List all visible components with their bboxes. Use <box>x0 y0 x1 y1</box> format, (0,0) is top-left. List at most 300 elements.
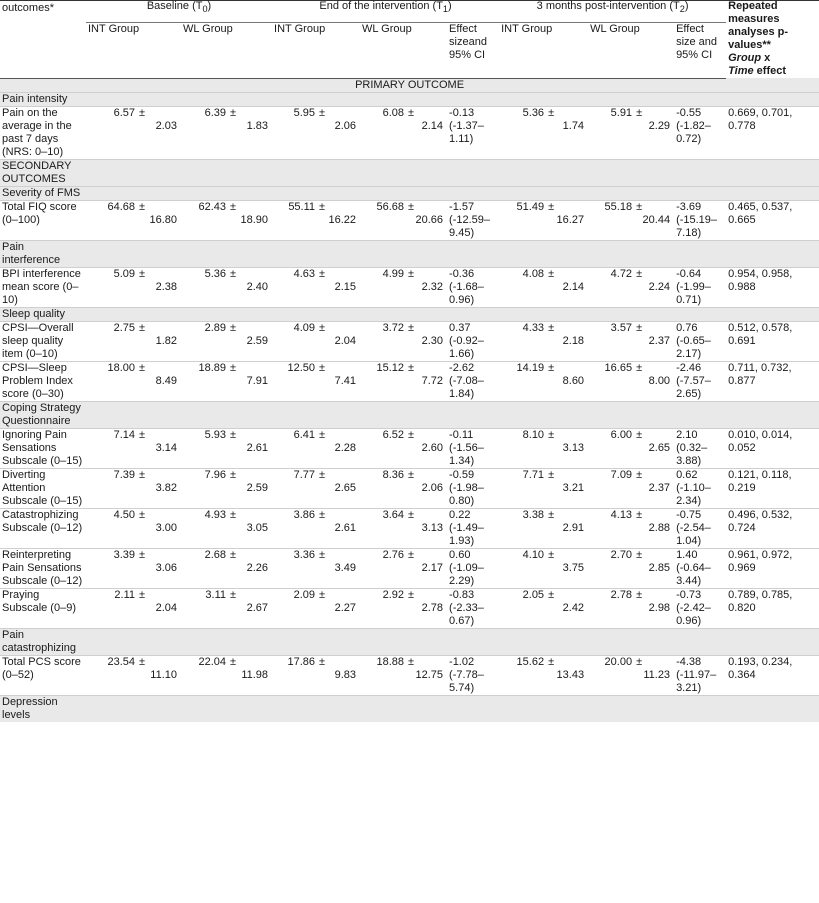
baseline-wl-sd <box>228 548 272 588</box>
sd-value: 3.00 <box>155 521 177 534</box>
sd-value: 2.59 <box>246 334 269 347</box>
post-effect-size: -0.75 (-2.54–1.04) <box>674 508 726 548</box>
section-label <box>0 78 819 92</box>
plus-minus-sign: ± <box>230 588 237 601</box>
header-end-of-intervention: End of the intervention $(T_1)$ <box>272 0 499 23</box>
sd-value: 8.60 <box>562 374 585 387</box>
baseline-int-mean: 2.11 <box>86 588 137 628</box>
plus-minus-sign: ± <box>230 655 237 668</box>
sd-value: 11.10 <box>150 668 177 681</box>
plus-minus-sign: ± <box>319 200 326 213</box>
plus-minus-sign: ± <box>548 200 555 213</box>
plus-minus-sign: ± <box>230 548 237 561</box>
sd-value: 2.88 <box>648 521 671 534</box>
post-wl-sd <box>634 508 674 548</box>
post-int-sd <box>546 361 588 401</box>
table-header <box>0 0 819 78</box>
p-values: 0.010, 0.014, 0.052 <box>726 428 819 468</box>
end-int-mean: 17.86 <box>272 655 317 695</box>
end-effect-size: -0.59 (-1.98–0.80) <box>447 468 499 508</box>
plus-minus-sign: ± <box>139 106 146 119</box>
plus-minus-sign: ± <box>139 321 146 334</box>
baseline-int-mean: 4.50 <box>86 508 137 548</box>
table-row <box>0 508 819 548</box>
baseline-wl-mean: 62.43 <box>181 200 228 240</box>
subsection-row <box>0 159 819 186</box>
post-wl-sd <box>634 655 674 695</box>
plus-minus-sign: ± <box>548 267 555 280</box>
post-wl-mean: 3.57 <box>588 321 634 361</box>
end-wl-mean: 6.08 <box>360 106 406 159</box>
header-end-int: INT Group <box>272 23 360 78</box>
p-values: 0.465, 0.537, 0.665 <box>726 200 819 240</box>
plus-minus-sign: ± <box>636 267 643 280</box>
section-label <box>0 307 819 321</box>
sd-value: 3.05 <box>246 521 269 534</box>
baseline-wl-mean: 2.68 <box>181 548 228 588</box>
post-int-mean: 4.08 <box>499 267 546 307</box>
end-wl-sd <box>406 361 447 401</box>
end-int-sd <box>317 200 360 240</box>
header-end-effect-size: Effect sizeand 95% CI <box>447 23 499 78</box>
baseline-int-mean: 7.14 <box>86 428 137 468</box>
plus-minus-sign: ± <box>139 655 146 668</box>
post-effect-size: -2.46 (-7.57–2.65) <box>674 361 726 401</box>
baseline-int-sd <box>137 655 181 695</box>
post-effect-size: -4.38 (-11.97–3.21) <box>674 655 726 695</box>
plus-minus-sign: ± <box>230 267 237 280</box>
sd-value: 1.74 <box>562 119 585 132</box>
plus-minus-sign: ± <box>139 200 146 213</box>
post-wl-mean: 55.18 <box>588 200 634 240</box>
post-effect-size: 0.62 (-1.10–2.34) <box>674 468 726 508</box>
plus-minus-sign: ± <box>319 655 326 668</box>
end-int-sd <box>317 468 360 508</box>
end-int-sd <box>317 106 360 159</box>
sd-value: 8.49 <box>155 374 177 387</box>
sd-value: 2.42 <box>562 601 585 614</box>
table-row <box>0 361 819 401</box>
baseline-int-mean: 3.39 <box>86 548 137 588</box>
post-int-sd <box>546 655 588 695</box>
sd-value: 2.65 <box>334 481 357 494</box>
end-wl-mean: 4.99 <box>360 267 406 307</box>
section-row <box>0 78 819 92</box>
post-wl-sd <box>634 321 674 361</box>
end-int-sd <box>317 508 360 548</box>
baseline-wl-mean: 3.11 <box>181 588 228 628</box>
plus-minus-sign: ± <box>548 321 555 334</box>
table-row <box>0 468 819 508</box>
baseline-int-sd <box>137 361 181 401</box>
outcome-label: Reinterpreting Pain Sensations Subscale (0–12) <box>0 548 86 588</box>
plus-minus-sign: ± <box>636 106 643 119</box>
baseline-wl-mean: 2.89 <box>181 321 228 361</box>
baseline-int-mean: 5.09 <box>86 267 137 307</box>
end-int-mean: 3.36 <box>272 548 317 588</box>
sd-value: 11.23 <box>643 668 671 681</box>
end-effect-size: 0.60 (-1.09–2.29) <box>447 548 499 588</box>
header-repeated-measures: Repeated measures analyses p-values** Group x Time effect <box>728 0 789 77</box>
baseline-int-sd <box>137 106 181 159</box>
plus-minus-sign: ± <box>636 588 643 601</box>
sd-value: 3.14 <box>155 441 177 454</box>
sd-value: 2.04 <box>155 601 177 614</box>
sd-value: 3.75 <box>562 561 585 574</box>
plus-minus-sign: ± <box>139 548 146 561</box>
baseline-int-sd <box>137 200 181 240</box>
plus-minus-sign: ± <box>548 361 555 374</box>
baseline-int-mean: 18.00 <box>86 361 137 401</box>
post-int-sd <box>546 588 588 628</box>
post-int-mean: 4.10 <box>499 548 546 588</box>
post-wl-mean: 20.00 <box>588 655 634 695</box>
post-effect-size: -3.69 (-15.19–7.18) <box>674 200 726 240</box>
plus-minus-sign: ± <box>548 428 555 441</box>
plus-minus-sign: ± <box>408 588 415 601</box>
plus-minus-sign: ± <box>408 361 415 374</box>
sd-value: 2.61 <box>334 521 357 534</box>
baseline-wl-mean: 5.36 <box>181 267 228 307</box>
baseline-wl-sd <box>228 106 272 159</box>
baseline-wl-sd <box>228 588 272 628</box>
outcome-label: Ignoring Pain Sensations Subscale (0–15) <box>0 428 86 468</box>
p-values: 0.954, 0.958, 0.988 <box>726 267 819 307</box>
end-wl-mean: 18.88 <box>360 655 406 695</box>
baseline-wl-mean: 5.93 <box>181 428 228 468</box>
end-int-sd <box>317 321 360 361</box>
subsection-row <box>0 628 819 655</box>
sd-value: 2.78 <box>421 601 444 614</box>
subsection-row <box>0 240 819 267</box>
table-row <box>0 321 819 361</box>
plus-minus-sign: ± <box>319 468 326 481</box>
post-int-sd <box>546 267 588 307</box>
sd-value: 2.26 <box>246 561 269 574</box>
end-effect-size: -2.62 (-7.08–1.84) <box>447 361 499 401</box>
end-effect-size: -0.36 (-1.68–0.96) <box>447 267 499 307</box>
sd-value: 2.04 <box>334 334 357 347</box>
sd-value: 2.65 <box>648 441 671 454</box>
end-effect-size: -1.57 (-12.59–9.45) <box>447 200 499 240</box>
post-wl-sd <box>634 588 674 628</box>
header-study-outcomes: outcomes* <box>0 23 86 78</box>
end-int-sd <box>317 655 360 695</box>
section-label-text: SECONDARY OUTCOMES <box>2 159 72 185</box>
sd-value: 2.15 <box>334 280 357 293</box>
p-values: 0.669, 0.701, 0.778 <box>726 106 819 159</box>
sd-value: 2.30 <box>421 334 444 347</box>
outcome-label: BPI interference mean score (0–10) <box>0 267 86 307</box>
end-int-mean: 4.09 <box>272 321 317 361</box>
section-label-text: Pain interference <box>2 240 61 266</box>
p-values: 0.193, 0.234, 0.364 <box>726 655 819 695</box>
sd-value: 2.06 <box>334 119 357 132</box>
header-post-effect-size: Effect size and 95% CI <box>674 23 726 78</box>
post-int-sd <box>546 106 588 159</box>
section-label-text: Depression levels <box>2 695 58 721</box>
sd-value: 2.29 <box>648 119 671 132</box>
end-wl-sd <box>406 508 447 548</box>
sd-value: 3.49 <box>334 561 357 574</box>
table-row <box>0 655 819 695</box>
end-wl-mean: 3.64 <box>360 508 406 548</box>
plus-minus-sign: ± <box>548 588 555 601</box>
plus-minus-sign: ± <box>548 508 555 521</box>
table-row <box>0 200 819 240</box>
section-label-text: Sleep quality <box>2 307 65 320</box>
plus-minus-sign: ± <box>319 321 326 334</box>
post-effect-size: -0.64 (-1.99–0.71) <box>674 267 726 307</box>
post-int-sd <box>546 321 588 361</box>
baseline-wl-mean: 7.96 <box>181 468 228 508</box>
baseline-int-sd <box>137 588 181 628</box>
sd-value: 2.03 <box>155 119 177 132</box>
post-int-mean: 3.38 <box>499 508 546 548</box>
sd-value: 2.17 <box>421 561 444 574</box>
end-int-mean: 4.63 <box>272 267 317 307</box>
subsection-row <box>0 92 819 106</box>
end-int-sd <box>317 548 360 588</box>
sd-value: 2.18 <box>562 334 585 347</box>
header-end-wl: WL Group <box>360 23 447 78</box>
plus-minus-sign: ± <box>230 361 237 374</box>
end-effect-size: -0.83 (-2.33–0.67) <box>447 588 499 628</box>
plus-minus-sign: ± <box>139 508 146 521</box>
post-wl-sd <box>634 548 674 588</box>
post-wl-mean: 2.70 <box>588 548 634 588</box>
baseline-wl-mean: 6.39 <box>181 106 228 159</box>
table-row <box>0 267 819 307</box>
table-row <box>0 588 819 628</box>
sd-value: 9.83 <box>334 668 357 681</box>
end-wl-mean: 2.76 <box>360 548 406 588</box>
post-effect-size: -0.73 (-2.42–0.96) <box>674 588 726 628</box>
plus-minus-sign: ± <box>548 106 555 119</box>
plus-minus-sign: ± <box>139 588 146 601</box>
section-label <box>0 186 819 200</box>
post-int-sd <box>546 468 588 508</box>
end-int-mean: 6.41 <box>272 428 317 468</box>
plus-minus-sign: ± <box>319 267 326 280</box>
table-row <box>0 106 819 159</box>
end-effect-size: -1.02 (-7.78–5.74) <box>447 655 499 695</box>
post-effect-size: 0.76 (-0.65–2.17) <box>674 321 726 361</box>
plus-minus-sign: ± <box>230 468 237 481</box>
sd-value: 2.14 <box>421 119 444 132</box>
post-wl-sd <box>634 267 674 307</box>
section-label <box>0 240 819 267</box>
end-wl-sd <box>406 267 447 307</box>
baseline-wl-mean: 18.89 <box>181 361 228 401</box>
post-int-mean: 8.10 <box>499 428 546 468</box>
baseline-wl-mean: 22.04 <box>181 655 228 695</box>
end-wl-sd <box>406 106 447 159</box>
section-label <box>0 628 819 655</box>
post-int-sd <box>546 428 588 468</box>
sd-value: 2.60 <box>421 441 444 454</box>
plus-minus-sign: ± <box>408 321 415 334</box>
sd-value: 1.82 <box>155 334 177 347</box>
subsection-row <box>0 186 819 200</box>
post-int-mean: 51.49 <box>499 200 546 240</box>
table-row <box>0 548 819 588</box>
plus-minus-sign: ± <box>636 361 643 374</box>
header-post-int: INT Group <box>499 23 588 78</box>
baseline-wl-sd <box>228 321 272 361</box>
outcome-label: CPSI—Sleep Problem Index score (0–30) <box>0 361 86 401</box>
post-wl-mean: 16.65 <box>588 361 634 401</box>
baseline-int-mean: 7.39 <box>86 468 137 508</box>
section-label <box>0 92 819 106</box>
header-baseline-wl: WL Group <box>181 23 272 78</box>
plus-minus-sign: ± <box>139 428 146 441</box>
end-int-mean: 55.11 <box>272 200 317 240</box>
subsection-row <box>0 401 819 428</box>
end-effect-size: 0.37 (-0.92–1.66) <box>447 321 499 361</box>
sd-value: 7.41 <box>334 374 357 387</box>
post-wl-mean: 4.72 <box>588 267 634 307</box>
sd-value: 3.21 <box>562 481 585 494</box>
post-int-sd <box>546 200 588 240</box>
end-int-sd <box>317 267 360 307</box>
baseline-wl-mean: 4.93 <box>181 508 228 548</box>
section-label <box>0 401 819 428</box>
plus-minus-sign: ± <box>408 106 415 119</box>
end-wl-mean: 3.72 <box>360 321 406 361</box>
sd-value: 2.85 <box>648 561 671 574</box>
baseline-wl-sd <box>228 428 272 468</box>
end-wl-sd <box>406 588 447 628</box>
plus-minus-sign: ± <box>319 548 326 561</box>
sd-value: 7.91 <box>246 374 269 387</box>
plus-minus-sign: ± <box>408 428 415 441</box>
end-int-sd <box>317 428 360 468</box>
sd-value: 2.98 <box>648 601 671 614</box>
baseline-wl-sd <box>228 200 272 240</box>
sd-value: 2.91 <box>562 521 585 534</box>
outcome-label: Total FIQ score (0–100) <box>0 200 86 240</box>
post-wl-mean: 4.13 <box>588 508 634 548</box>
end-int-mean: 5.95 <box>272 106 317 159</box>
sd-value: 2.28 <box>334 441 357 454</box>
baseline-wl-sd <box>228 655 272 695</box>
plus-minus-sign: ± <box>408 468 415 481</box>
end-int-sd <box>317 588 360 628</box>
plus-minus-sign: ± <box>139 267 146 280</box>
outcome-label: CPSI—Overall sleep quality item (0–10) <box>0 321 86 361</box>
sd-value: 7.72 <box>421 374 444 387</box>
plus-minus-sign: ± <box>636 468 643 481</box>
post-wl-sd <box>634 106 674 159</box>
sd-value: 16.22 <box>328 213 357 226</box>
end-int-mean: 12.50 <box>272 361 317 401</box>
post-effect-size: 2.10 (0.32–3.88) <box>674 428 726 468</box>
sd-value: 2.32 <box>421 280 444 293</box>
plus-minus-sign: ± <box>139 361 146 374</box>
baseline-int-sd <box>137 321 181 361</box>
header-post-intervention: 3 months post-intervention $(T_2)$ <box>499 0 726 23</box>
plus-minus-sign: ± <box>319 106 326 119</box>
baseline-int-sd <box>137 508 181 548</box>
header-baseline-int: INT Group <box>86 23 181 78</box>
plus-minus-sign: ± <box>636 428 643 441</box>
end-wl-mean: 2.92 <box>360 588 406 628</box>
baseline-int-sd <box>137 428 181 468</box>
post-int-sd <box>546 508 588 548</box>
end-wl-sd <box>406 548 447 588</box>
outcome-label: Total PCS score (0–52) <box>0 655 86 695</box>
sd-value: 2.61 <box>246 441 269 454</box>
end-wl-sd <box>406 321 447 361</box>
baseline-int-mean: 64.68 <box>86 200 137 240</box>
sd-value: 2.24 <box>648 280 671 293</box>
sd-value: 13.43 <box>556 668 585 681</box>
baseline-int-sd <box>137 548 181 588</box>
subsection-row <box>0 307 819 321</box>
table-row <box>0 428 819 468</box>
end-wl-sd <box>406 655 447 695</box>
end-effect-size: 0.22 (-1.49–1.93) <box>447 508 499 548</box>
plus-minus-sign: ± <box>548 468 555 481</box>
sd-value: 2.59 <box>246 481 269 494</box>
subsection-row <box>0 695 819 722</box>
baseline-int-mean: 6.57 <box>86 106 137 159</box>
end-wl-mean: 8.36 <box>360 468 406 508</box>
p-values: 0.496, 0.532, 0.724 <box>726 508 819 548</box>
plus-minus-sign: ± <box>548 655 555 668</box>
plus-minus-sign: ± <box>408 548 415 561</box>
sd-value: 20.44 <box>642 213 671 226</box>
p-values: 0.711, 0.732, 0.877 <box>726 361 819 401</box>
end-wl-sd <box>406 428 447 468</box>
plus-minus-sign: ± <box>408 655 415 668</box>
end-effect-size: -0.11 (-1.56–1.34) <box>447 428 499 468</box>
sd-value: 3.13 <box>562 441 585 454</box>
post-wl-sd <box>634 468 674 508</box>
post-int-mean: 4.33 <box>499 321 546 361</box>
sd-value: 2.37 <box>648 334 671 347</box>
end-int-mean: 7.77 <box>272 468 317 508</box>
outcome-label: Catastrophizing Subscale (0–12) <box>0 508 86 548</box>
post-int-mean: 14.19 <box>499 361 546 401</box>
baseline-int-sd <box>137 468 181 508</box>
plus-minus-sign: ± <box>230 428 237 441</box>
plus-minus-sign: ± <box>319 428 326 441</box>
end-wl-mean: 56.68 <box>360 200 406 240</box>
post-wl-mean: 6.00 <box>588 428 634 468</box>
outcome-label: Diverting Attention Subscale (0–15) <box>0 468 86 508</box>
section-label-text: PRIMARY OUTCOME <box>355 78 465 91</box>
section-label-text: Pain catastrophizing <box>2 628 76 654</box>
sd-value: 2.14 <box>562 280 585 293</box>
plus-minus-sign: ± <box>230 200 237 213</box>
section-label-text: Pain intensity <box>2 92 68 105</box>
sd-value: 12.75 <box>415 668 444 681</box>
p-values: 0.512, 0.578, 0.691 <box>726 321 819 361</box>
sd-value: 20.66 <box>415 213 444 226</box>
plus-minus-sign: ± <box>408 200 415 213</box>
plus-minus-sign: ± <box>636 321 643 334</box>
sd-value: 2.40 <box>246 280 269 293</box>
baseline-wl-sd <box>228 508 272 548</box>
end-int-sd <box>317 361 360 401</box>
baseline-int-mean: 23.54 <box>86 655 137 695</box>
post-int-mean: 2.05 <box>499 588 546 628</box>
baseline-int-mean: 2.75 <box>86 321 137 361</box>
plus-minus-sign: ± <box>408 508 415 521</box>
plus-minus-sign: ± <box>319 508 326 521</box>
